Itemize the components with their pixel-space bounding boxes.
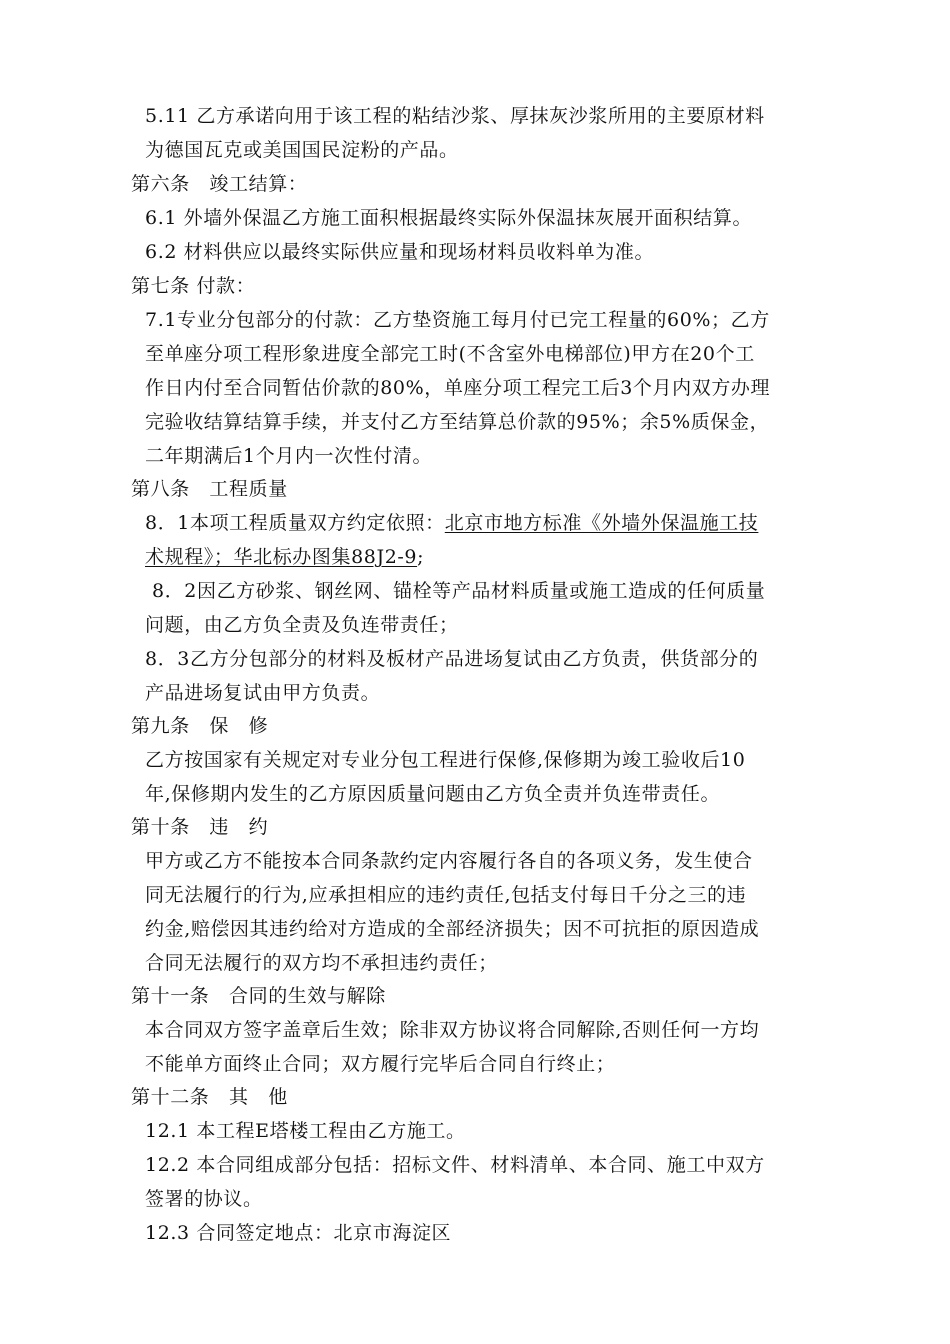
article-9-line2: 年,保修期内发生的乙方原因质量问题由乙方负全责并负连带责任。: [145, 783, 721, 805]
article-10-heading: 第十条 违 约: [131, 816, 269, 838]
clause-8-1-line1: [145, 510, 758, 536]
clause-12-2-line1: 12.2 本合同组成部分包括：招标文件、材料清单、本合同、施工中双方: [145, 1154, 765, 1176]
clause-6-1: 6.1 外墙外保温乙方施工面积根据最终实际外保温抹灰展开面积结算。: [145, 207, 753, 229]
article-10-line3: 约金,赔偿因其违约给对方造成的全部经济损失；因不可抗拒的原因造成: [145, 918, 760, 940]
article-11-heading: 第十一条 合同的生效与解除: [131, 985, 386, 1007]
clause-12-2-line2: 签署的协议。: [145, 1188, 263, 1210]
article-7-heading: 第七条 付款：: [131, 275, 256, 297]
clause-12-3: 12.3 合同签定地点：北京市海淀区: [145, 1222, 452, 1244]
clause-8-1-atlas-reference: 术规程》；华北标办图集88J2-9: [145, 546, 418, 568]
clause-7-1-line3: 作日内付至合同暂估价款的80%，单座分项工程完工后3个月内双方办理: [145, 377, 771, 399]
clause-8-3-line1: 8．3乙方分包部分的材料及板材产品进场复试由乙方负责，供货部分的: [145, 648, 759, 670]
article-10-line1: 甲方或乙方不能按本合同条款约定内容履行各自的各项义务，发生使合: [145, 850, 753, 872]
article-10-line4: 合同无法履行的双方均不承担违约责任；: [145, 952, 498, 974]
clause-7-1-line2: 至单座分项工程形象进度全部完工时(不含室外电梯部位)甲方在20个工: [145, 343, 755, 365]
clause-8-2-line2: 问题，由乙方负全责及负连带责任；: [145, 614, 459, 636]
clause-8-1-line2: [145, 544, 424, 570]
article-11-line1: 本合同双方签字盖章后生效；除非双方协议将合同解除,否则任何一方均: [145, 1019, 760, 1041]
clause-5-11-line2: 为德国瓦克或美国国民淀粉的产品。: [145, 139, 459, 161]
article-6-heading: 第六条 竣工结算：: [131, 173, 308, 195]
clause-8-2-line1: 8．2因乙方砂浆、钢丝网、锚栓等产品材料质量或施工造成的任何质量: [152, 580, 766, 602]
clause-8-3-line2: 产品进场复试由甲方负责。: [145, 682, 381, 704]
clause-7-1-line1: 7.1专业分包部分的付款：乙方垫资施工每月付已完工程量的60%；乙方: [145, 309, 770, 331]
clause-8-1-prefix: 8．1本项工程质量双方约定依照：: [145, 512, 445, 534]
article-9-line1: 乙方按国家有关规定对专业分包工程进行保修,保修期为竣工验收后10: [145, 749, 746, 771]
clause-8-1-standard-reference: 北京市地方标准《外墙外保温施工技: [444, 512, 759, 534]
article-11-line2: 不能单方面终止合同；双方履行完毕后合同自行终止；: [145, 1053, 616, 1075]
clause-7-1-line5: 二年期满后1个月内一次性付清。: [145, 445, 433, 467]
clause-5-11-line1: 5.11 乙方承诺向用于该工程的粘结沙浆、厚抹灰沙浆所用的主要原材料: [145, 105, 765, 127]
clause-8-1-suffix: ;: [417, 546, 425, 568]
article-12-heading: 第十二条 其 他: [131, 1086, 288, 1108]
clause-12-1: 12.1 本工程E塔楼工程由乙方施工。: [145, 1120, 466, 1142]
article-10-line2: 同无法履行的行为,应承担相应的违约责任,包括支付每日千分之三的违: [145, 884, 747, 906]
article-9-heading: 第九条 保 修: [131, 715, 269, 737]
clause-6-2: 6.2 材料供应以最终实际供应量和现场材料员收料单为准。: [145, 241, 655, 263]
clause-7-1-line4: 完验收结算结算手续，并支付乙方至结算总价款的95%；余5%质保金，: [145, 411, 770, 433]
article-8-heading: 第八条 工程质量: [131, 478, 288, 500]
